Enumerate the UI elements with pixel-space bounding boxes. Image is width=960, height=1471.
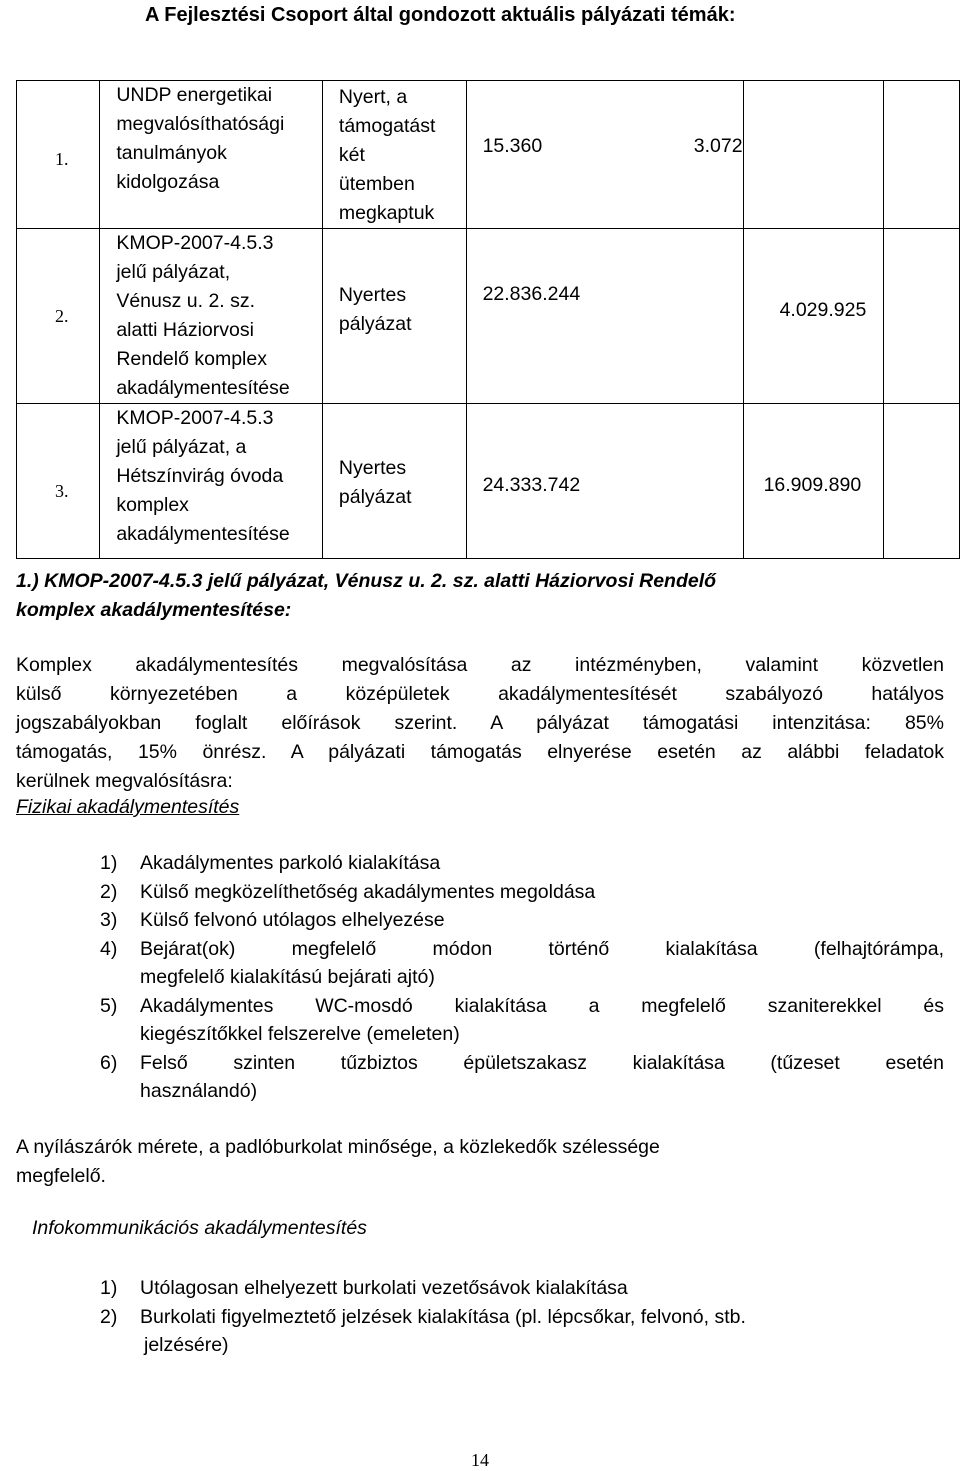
- section-heading: 1.) KMOP-2007-4.5.3 jelű pályázat, Vénusz u. 2. sz. alatti Háziorvosi Rendelő komplex akadálymentesítése:: [16, 570, 717, 621]
- row-number: 3.: [17, 404, 100, 559]
- amount-own: 16.909.890: [743, 404, 884, 559]
- projects-table: [16, 80, 960, 559]
- row-status: Nyertes pályázat: [338, 457, 412, 508]
- list-item: 3) Külső felvonó utólagos elhelyezése: [100, 909, 445, 931]
- physical-accessibility-label: Fizikai akadálymentesítés: [16, 796, 240, 818]
- list-item: 2) Burkolati figyelmeztető jelzések kialakítása (pl. lépcsőkar, felvonó, stb. jelzésére): [100, 1305, 746, 1356]
- body-paragraph: Komplex akadálymentesítés megvalósítása az intézményben, valamint közvetlen külső környezetében a középületek akadálymentesítését szabályozó hatályos jogszabályokban foglalt előírások szerint. A pályázat támogatási intenzitása: 85% támogatás, 15% önrész. A pályázati támogatás elnyerése esetén az alábbi feladatok kerülnek megvalósításra:: [16, 654, 944, 792]
- table-row: [17, 229, 960, 404]
- table-row: [17, 404, 960, 559]
- row-description: KMOP-2007-4.5.3 jelű pályázat, a Hétszínvirág óvoda komplex akadálymentesítése: [116, 407, 290, 545]
- list-item: 4) Bejárat(ok) megfelelő módon történő kialakítása (felhajtórámpa, megfelelő kialakítású bejárati ajtó): [100, 937, 944, 988]
- list-item: 1) Akadálymentes parkoló kialakítása: [100, 852, 441, 874]
- list-item: 1) Utólagosan elhelyezett burkolati vezetősávok kialakítása: [100, 1277, 628, 1299]
- physical-accessibility-list: [100, 849, 944, 1106]
- list-item: 6) Felső szinten tűzbiztos épületszakasz kialakítása (tűzeset esetén használandó): [100, 1051, 944, 1102]
- infocommunication-label: Infokommunikációs akadálymentesítés: [32, 1217, 367, 1239]
- amount-own: 4.029.925: [743, 229, 884, 404]
- amount-awarded: 24.333.742: [466, 404, 743, 559]
- page-number: 14: [471, 1450, 489, 1470]
- amount-own: 3.072: [693, 135, 743, 157]
- amount-awarded: 15.360: [482, 135, 543, 157]
- row-status: Nyert, a támogatást két ütemben megkaptuk: [338, 86, 436, 224]
- list-item: 5) Akadálymentes WC-mosdó kialakítása a megfelelő szaniterekkel és kiegészítőkkel felszerelve (emeleten): [100, 994, 944, 1045]
- list-item: 2) Külső megközelíthetőség akadálymentes megoldása: [100, 880, 596, 903]
- row-number: 1.: [17, 81, 100, 229]
- row-description: KMOP-2007-4.5.3 jelű pályázat, Vénusz u. 2. sz. alatti Háziorvosi Rendelő komplex akadálymentesítése: [116, 232, 290, 399]
- table-row: [17, 81, 960, 229]
- row-status: Nyertes pályázat: [338, 284, 412, 335]
- row-number: 2.: [17, 229, 100, 404]
- page-title: A Fejlesztési Csoport által gondozott aktuális pályázati témák:: [145, 4, 736, 26]
- doors-floor-paragraph: A nyílászárók mérete, a padlóburkolat minősége, a közlekedők szélessége megfelelő.: [16, 1136, 660, 1187]
- row-description: UNDP energetikai megvalósíthatósági tanulmányok kidolgozása: [116, 84, 285, 193]
- amount-awarded: 22.836.244: [466, 229, 743, 404]
- infocommunication-list: [100, 1274, 944, 1360]
